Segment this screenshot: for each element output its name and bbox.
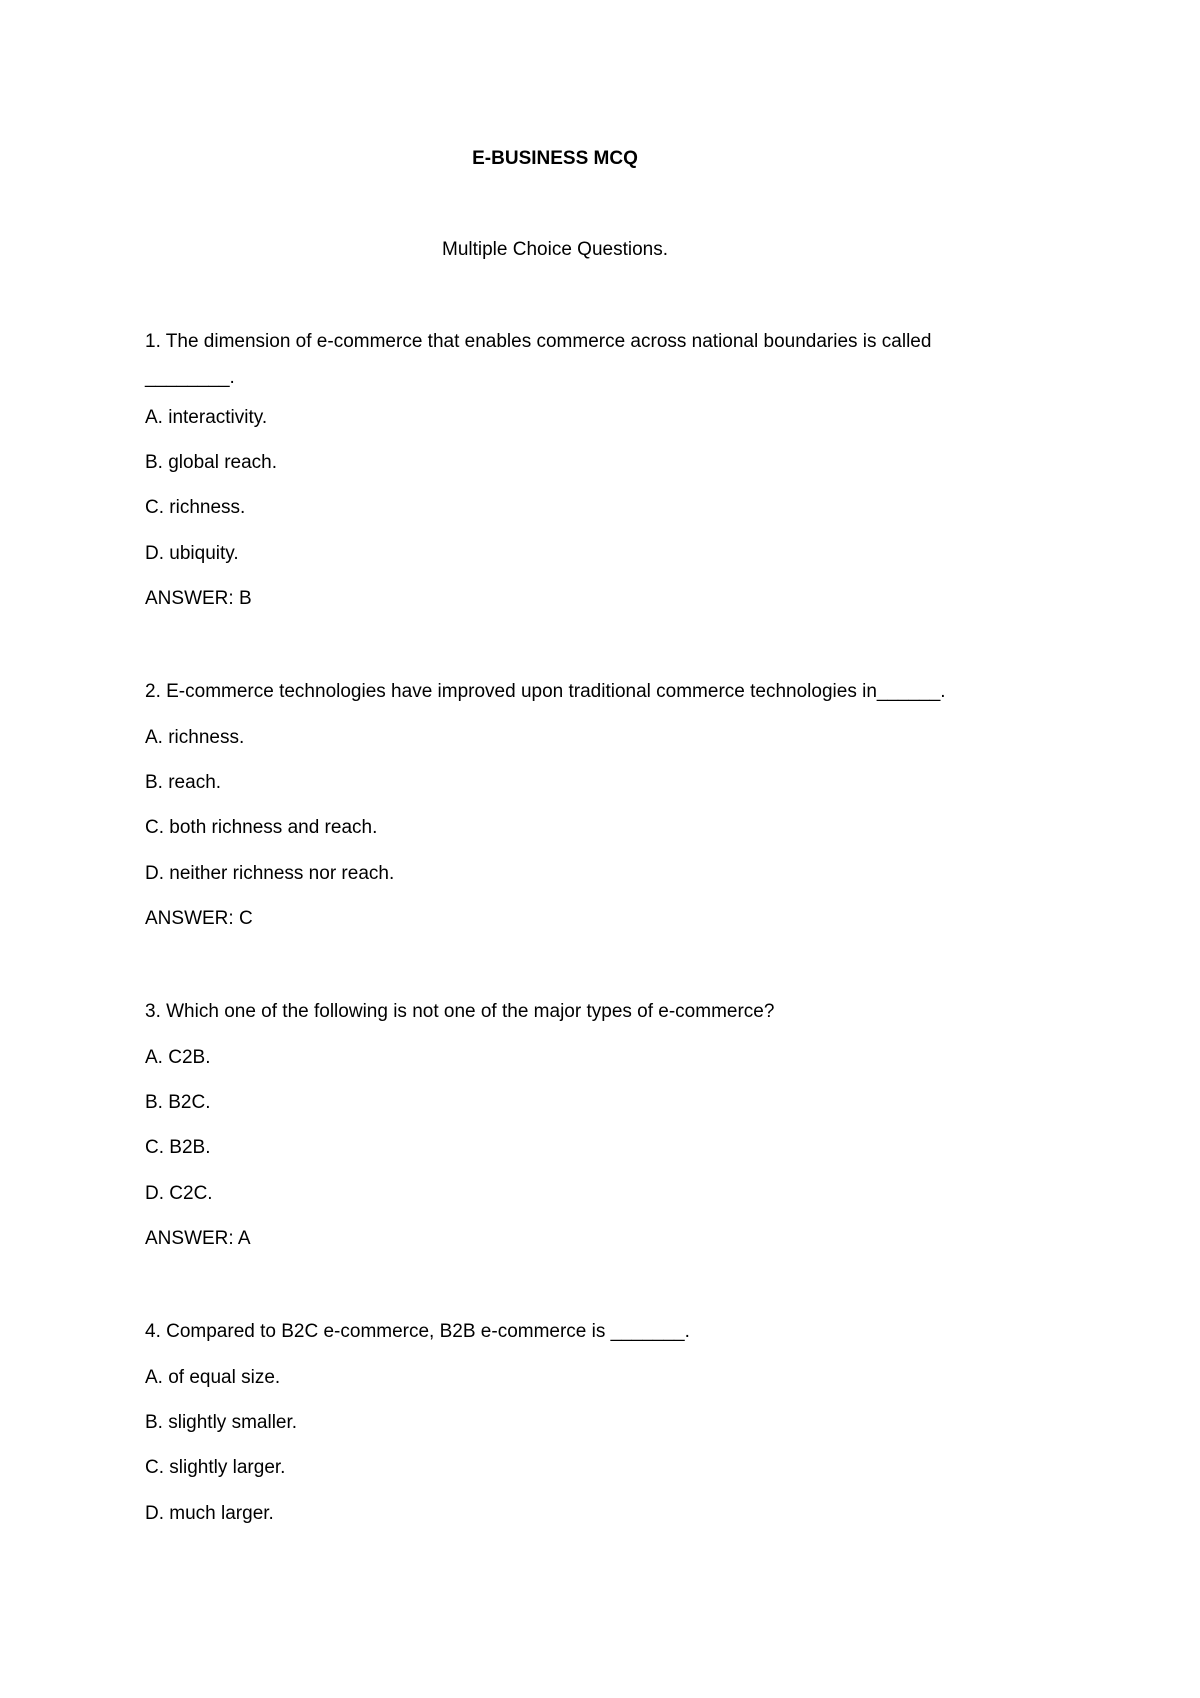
question-3-option-b: B. B2C. [145, 1092, 211, 1113]
question-3-option-a: A. C2B. [145, 1047, 211, 1068]
document-title: E-BUSINESS MCQ [472, 148, 638, 169]
question-4-option-d: D. much larger. [145, 1503, 274, 1524]
question-3-answer: ANSWER: A [145, 1228, 251, 1249]
question-1-text: 1. The dimension of e-commerce that enables commerce across national boundaries is called [145, 331, 932, 352]
question-3-text: 3. Which one of the following is not one of the major types of e-commerce? [145, 1001, 775, 1022]
question-1-option-c: C. richness. [145, 497, 246, 518]
question-4-option-a: A. of equal size. [145, 1367, 281, 1388]
document-subtitle: Multiple Choice Questions. [442, 239, 668, 260]
question-2-option-a: A. richness. [145, 727, 245, 748]
question-1-answer: ANSWER: B [145, 588, 252, 609]
question-2-option-b: B. reach. [145, 772, 222, 793]
question-4-option-c: C. slightly larger. [145, 1457, 286, 1478]
question-1-blank: ________. [145, 367, 235, 388]
question-2-text: 2. E-commerce technologies have improved upon traditional commerce technologies in______. [145, 681, 946, 702]
question-2-option-c: C. both richness and reach. [145, 817, 378, 838]
question-1-option-b: B. global reach. [145, 452, 278, 473]
question-2-option-d: D. neither richness nor reach. [145, 863, 395, 884]
question-3-option-d: D. C2C. [145, 1183, 213, 1204]
question-2-answer: ANSWER: C [145, 908, 253, 929]
question-3-option-c: C. B2B. [145, 1137, 211, 1158]
question-4-text: 4. Compared to B2C e-commerce, B2B e-commerce is _______. [145, 1321, 690, 1342]
question-4-option-b: B. slightly smaller. [145, 1412, 298, 1433]
question-1-option-d: D. ubiquity. [145, 543, 239, 564]
question-1-option-a: A. interactivity. [145, 407, 268, 428]
